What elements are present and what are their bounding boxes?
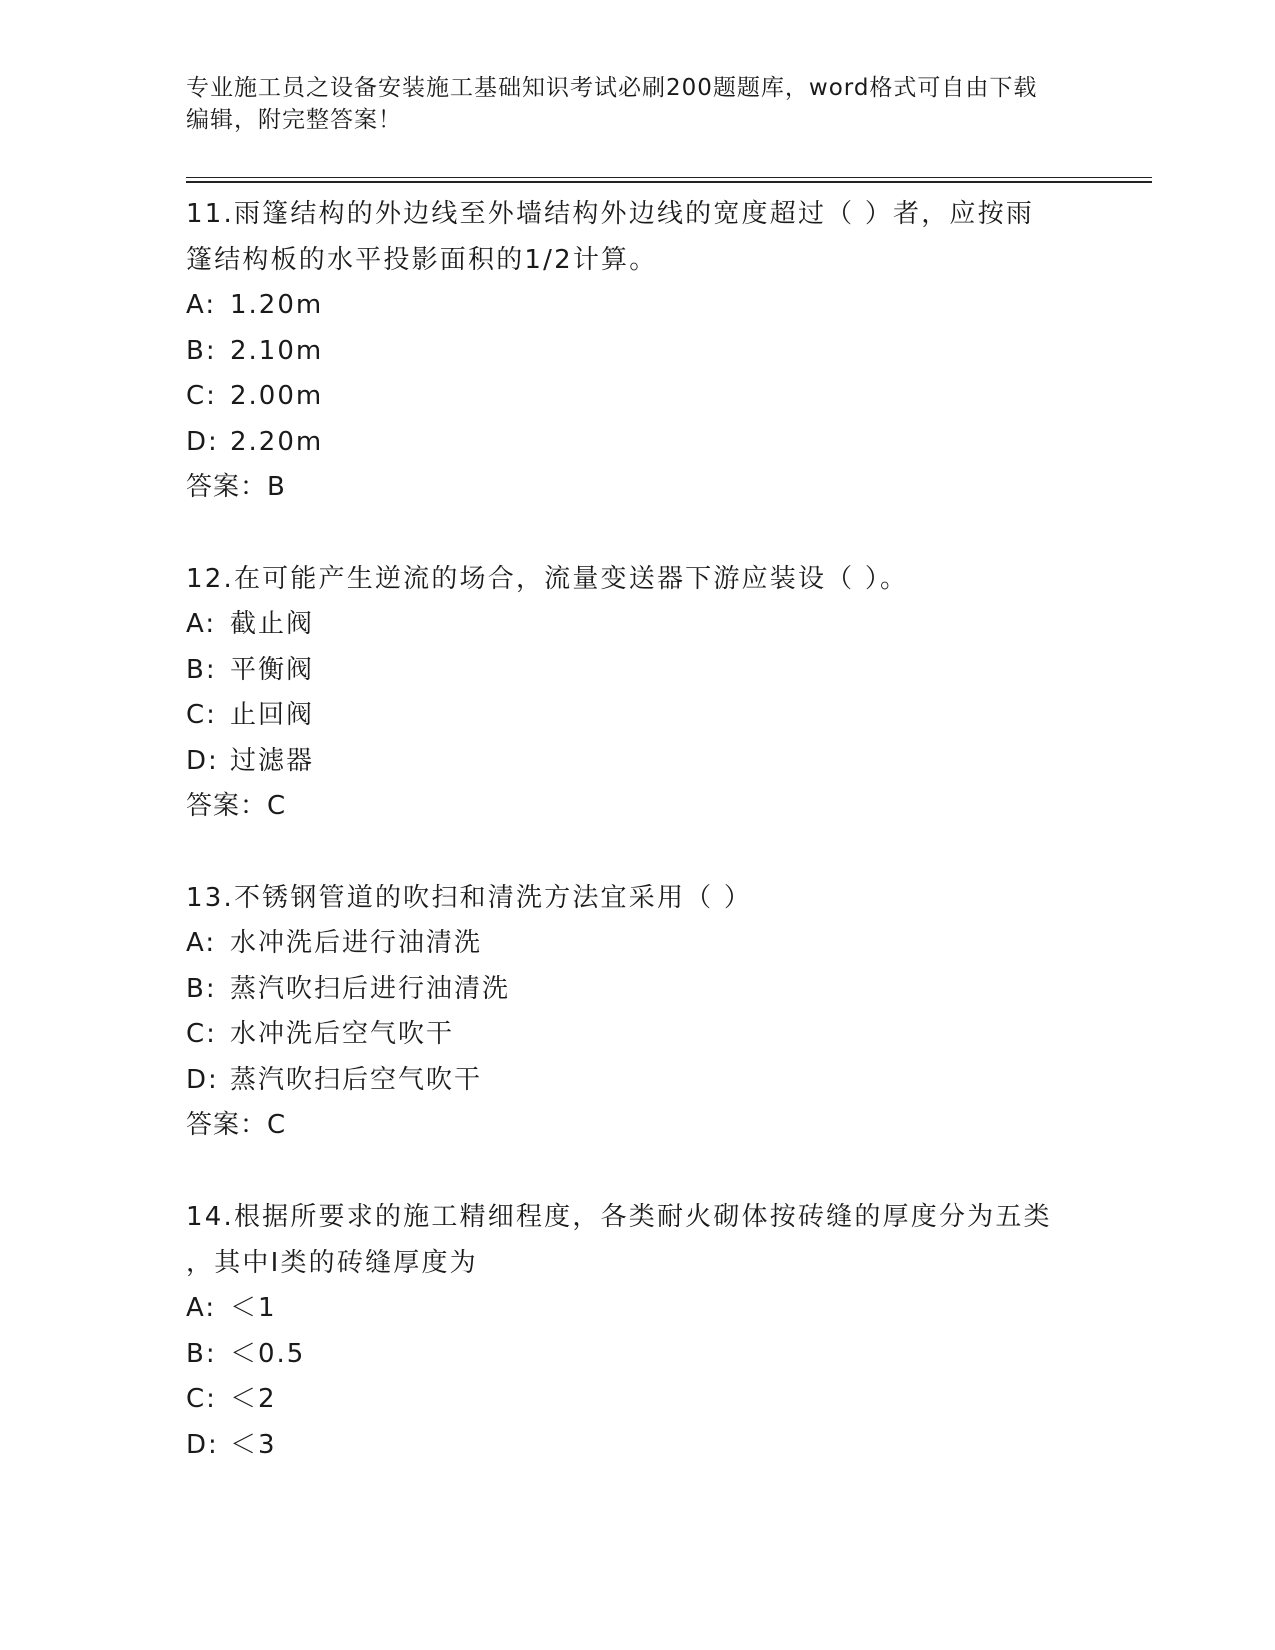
option-key: B: — [186, 973, 217, 1004]
option-key: B: — [186, 335, 217, 366]
question-stem-line: 14.根据所要求的施工精细程度，各类耐火砌体按砖缝的厚度分为五类 — [186, 1202, 1052, 1232]
option-key: C: — [186, 381, 217, 411]
question-12 — [186, 556, 1086, 829]
question-stem-line: 篷结构板的水平投影面积的1/2计算。 — [186, 245, 658, 275]
option-key: D: — [186, 1429, 219, 1460]
option-key: D: — [186, 745, 219, 776]
option-text: 蒸汽吹扫后进行油清洗 — [230, 973, 511, 1004]
question-stem-line: ，其中Ⅰ类的砖缝厚度为 — [186, 1248, 478, 1278]
option-text: 2.00m — [230, 381, 324, 411]
answer-line: 答案：C — [186, 1110, 287, 1140]
option-c — [186, 374, 1086, 420]
option-text: 水冲洗后进行油清洗 — [230, 928, 483, 958]
option-d — [186, 1423, 1086, 1469]
option-c — [186, 1377, 1086, 1423]
option-a — [186, 921, 1086, 967]
question-spacer — [186, 829, 1086, 875]
option-text: ＜3 — [230, 1429, 277, 1460]
header-divider-thick — [186, 181, 1152, 183]
option-text: 2.20m — [230, 426, 324, 457]
document-header — [186, 72, 1066, 136]
option-text: 2.10m — [230, 335, 324, 366]
question-stem — [186, 1194, 1086, 1286]
option-c — [186, 693, 1086, 739]
question-stem — [186, 875, 1086, 921]
option-b — [186, 329, 1086, 375]
question-11 — [186, 191, 1086, 510]
option-text: 蒸汽吹扫后空气吹干 — [230, 1064, 483, 1095]
header-divider-thin — [186, 177, 1152, 178]
option-key: A: — [186, 928, 217, 958]
option-key: C: — [186, 1384, 217, 1414]
option-b — [186, 648, 1086, 694]
option-text: 截止阀 — [230, 609, 315, 639]
question-spacer — [186, 1148, 1086, 1194]
question-stem-line: 13.不锈钢管道的吹扫和清洗方法宜采用（ ） — [186, 883, 753, 913]
option-key: B: — [186, 1338, 217, 1369]
option-key: D: — [186, 426, 219, 457]
option-key: D: — [186, 1064, 219, 1095]
option-c — [186, 1012, 1086, 1058]
question-stem-line: 12.在可能产生逆流的场合，流量变送器下游应装设（ ）。 — [186, 564, 909, 594]
option-b — [186, 1332, 1086, 1378]
answer-line: 答案：B — [186, 472, 286, 502]
question-stem — [186, 191, 1086, 283]
header-line-2: 编辑，附完整答案！ — [186, 107, 402, 133]
option-key: A: — [186, 290, 217, 320]
option-d — [186, 1058, 1086, 1104]
question-13 — [186, 875, 1086, 1148]
answer-line: 答案：C — [186, 791, 287, 821]
option-key: C: — [186, 700, 217, 730]
option-key: B: — [186, 654, 217, 685]
question-spacer — [186, 510, 1086, 556]
question-stem-line: 11.雨篷结构的外边线至外墙结构外边线的宽度超过（ ）者，应按雨 — [186, 199, 1035, 229]
option-b — [186, 967, 1086, 1013]
question-stem — [186, 556, 1086, 602]
question-list — [186, 191, 1086, 1468]
option-d — [186, 420, 1086, 466]
question-14 — [186, 1194, 1086, 1468]
option-text: 止回阀 — [230, 700, 315, 730]
header-line-1: 专业施工员之设备安装施工基础知识考试必刷200题题库，word格式可自由下载 — [186, 75, 1038, 101]
option-key: A: — [186, 1293, 217, 1323]
option-text: ＜2 — [230, 1384, 277, 1414]
option-a — [186, 602, 1086, 648]
option-a — [186, 283, 1086, 329]
option-a — [186, 1286, 1086, 1332]
option-text: 平衡阀 — [230, 654, 315, 685]
option-key: A: — [186, 609, 217, 639]
option-text: 过滤器 — [230, 745, 315, 776]
option-text: 1.20m — [230, 290, 324, 320]
option-text: ＜0.5 — [230, 1338, 306, 1369]
option-text: 水冲洗后空气吹干 — [230, 1019, 455, 1049]
option-key: C: — [186, 1019, 217, 1049]
option-d — [186, 739, 1086, 785]
option-text: ＜1 — [230, 1293, 277, 1323]
